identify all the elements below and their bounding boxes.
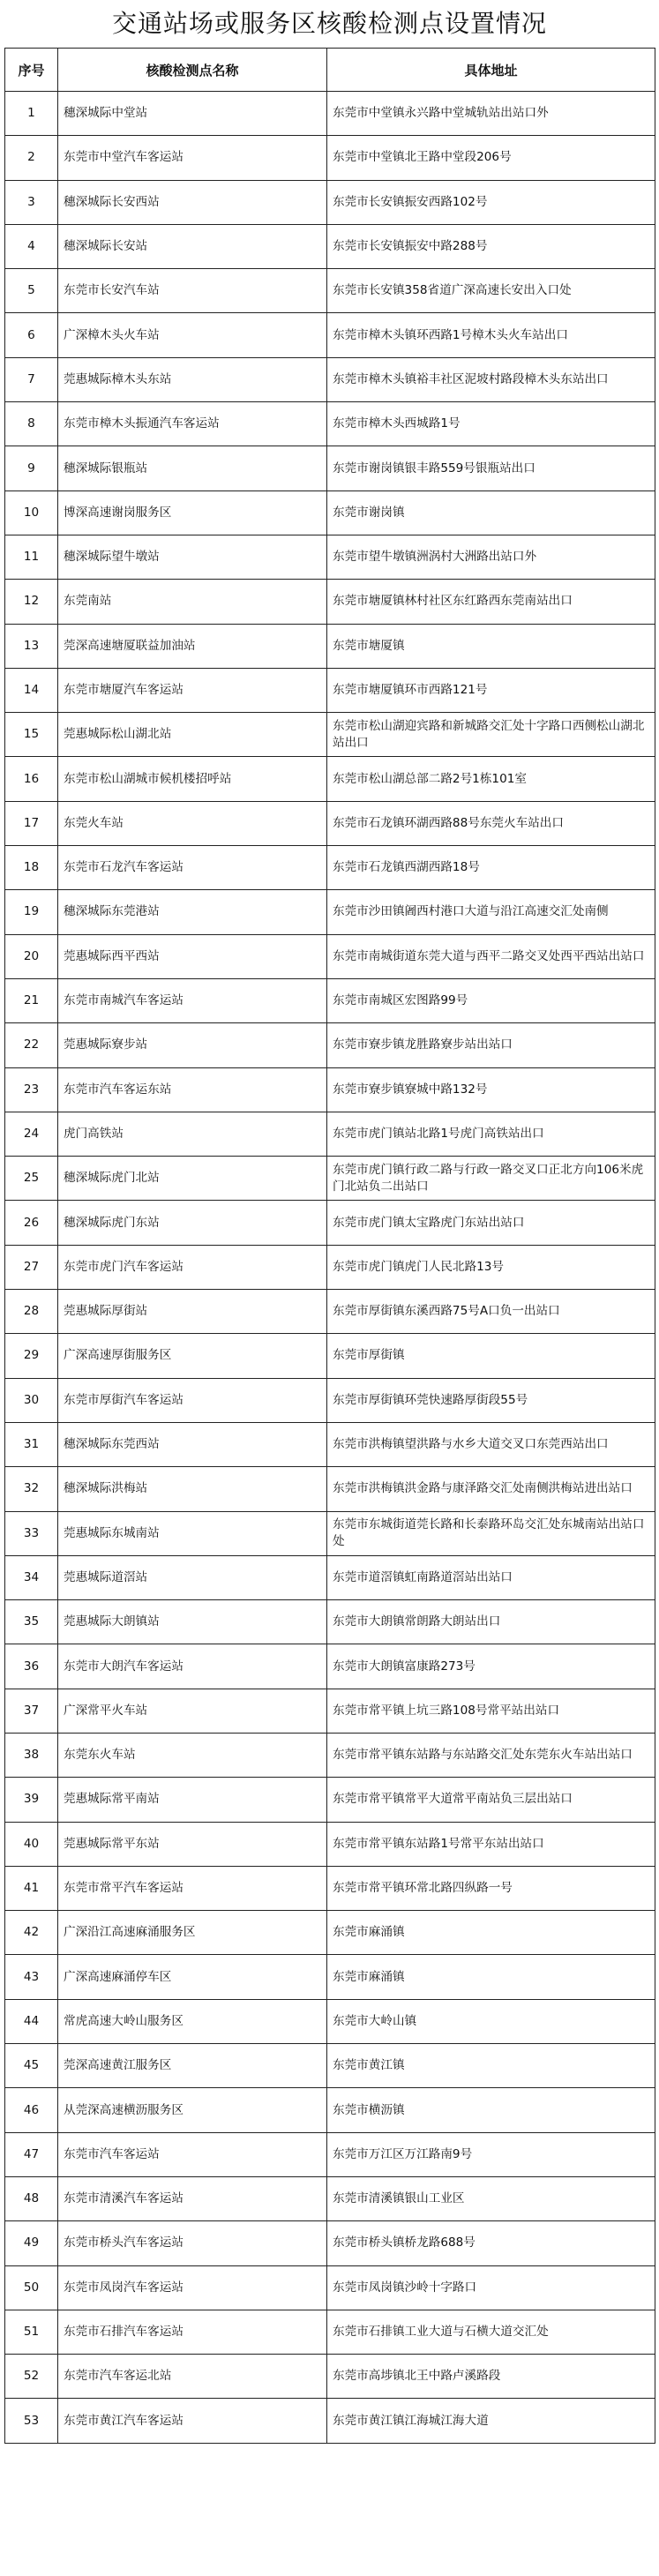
table-row [5, 580, 655, 624]
cell-no: 40 [5, 1822, 58, 1866]
table-row [5, 846, 655, 890]
cell-site-name: 莞惠城际西平西站 [58, 934, 327, 978]
cell-no: 11 [5, 535, 58, 579]
cell-address: 东莞市常平镇常平大道常平南站负三层出站口 [327, 1778, 655, 1822]
cell-address: 东莞市望牛墩镇洲涡村大洲路出站口外 [327, 535, 655, 579]
cell-no: 36 [5, 1644, 58, 1689]
cell-address: 东莞市长安镇358省道广深高速长安出入口处 [327, 269, 655, 313]
cell-address: 东莞市横沥镇 [327, 2088, 655, 2132]
cell-address: 东莞市虎门镇虎门人民北路13号 [327, 1245, 655, 1289]
cell-no: 50 [5, 2265, 58, 2310]
table-row [5, 2044, 655, 2088]
cell-no: 13 [5, 624, 58, 668]
cell-no: 23 [5, 1067, 58, 1112]
cell-address: 东莞市黄江镇 [327, 2044, 655, 2088]
cell-no: 10 [5, 490, 58, 535]
cell-site-name: 东莞市桥头汽车客运站 [58, 2221, 327, 2265]
cell-address: 东莞市长安镇振安中路288号 [327, 224, 655, 268]
table-row [5, 1112, 655, 1156]
table-row [5, 2310, 655, 2354]
cell-site-name: 东莞市虎门汽车客运站 [58, 1245, 327, 1289]
table-body [5, 92, 655, 2444]
cell-site-name: 广深常平火车站 [58, 1689, 327, 1733]
cell-address: 东莞市南城街道东莞大道与西平二路交叉处西平西站出站口 [327, 934, 655, 978]
cell-no: 29 [5, 1334, 58, 1378]
cell-site-name: 东莞市南城汽车客运站 [58, 978, 327, 1022]
table-row [5, 1733, 655, 1777]
cell-address: 东莞市虎门镇行政二路与行政一路交叉口正北方向106米虎门北站负二出站口 [327, 1157, 655, 1201]
cell-address: 东莞市寮步镇龙胜路寮步站出站口 [327, 1023, 655, 1067]
cell-site-name: 东莞火车站 [58, 801, 327, 845]
cell-site-name: 莞惠城际常平南站 [58, 1778, 327, 1822]
table-row [5, 2265, 655, 2310]
cell-site-name: 广深沿江高速麻涌服务区 [58, 1911, 327, 1955]
cell-site-name: 东莞市汽车客运北站 [58, 2355, 327, 2399]
cell-site-name: 穗深城际中堂站 [58, 92, 327, 136]
table-row [5, 668, 655, 712]
table-row [5, 2221, 655, 2265]
cell-address: 东莞市万江区万江路南9号 [327, 2132, 655, 2176]
cell-no: 16 [5, 757, 58, 801]
table-row [5, 1467, 655, 1511]
table-row [5, 1999, 655, 2043]
cell-no: 3 [5, 180, 58, 224]
cell-no: 4 [5, 224, 58, 268]
cell-no: 43 [5, 1955, 58, 1999]
cell-no: 44 [5, 1999, 58, 2043]
page-title: 交通站场或服务区核酸检测点设置情况 [111, 9, 547, 38]
cell-address: 东莞市松山湖迎宾路和新城路交汇处十字路口西侧松山湖北站出口 [327, 713, 655, 757]
table-row [5, 2088, 655, 2132]
cell-site-name: 莞惠城际常平东站 [58, 1822, 327, 1866]
table-row [5, 2355, 655, 2399]
cell-site-name: 穗深城际虎门北站 [58, 1157, 327, 1201]
cell-address: 东莞市常平镇东站路与东站路交汇处东莞东火车站出站口 [327, 1733, 655, 1777]
cell-address: 东莞市石龙镇西湖西路18号 [327, 846, 655, 890]
cell-site-name: 东莞市松山湖城市候机楼招呼站 [58, 757, 327, 801]
cell-site-name: 东莞市黄江汽车客运站 [58, 2399, 327, 2443]
cell-site-name: 广深樟木头火车站 [58, 313, 327, 357]
cell-site-name: 虎门高铁站 [58, 1112, 327, 1156]
cell-no: 17 [5, 801, 58, 845]
cell-no: 28 [5, 1290, 58, 1334]
cell-address: 东莞市常平镇环常北路四纵路一号 [327, 1866, 655, 1910]
cell-site-name: 莞惠城际寮步站 [58, 1023, 327, 1067]
cell-no: 21 [5, 978, 58, 1022]
cell-no: 7 [5, 357, 58, 401]
cell-site-name: 莞惠城际东城南站 [58, 1511, 327, 1555]
cell-address: 东莞市常平镇东站路1号常平东站出站口 [327, 1822, 655, 1866]
table-row [5, 2176, 655, 2220]
column-header-no: 序号 [5, 49, 58, 92]
table-header-row [5, 49, 655, 92]
cell-site-name: 东莞市清溪汽车客运站 [58, 2176, 327, 2220]
cell-no: 46 [5, 2088, 58, 2132]
cell-no: 51 [5, 2310, 58, 2354]
table-row [5, 136, 655, 180]
cell-site-name: 莞惠城际樟木头东站 [58, 357, 327, 401]
cell-address: 东莞市道滘镇虹南路道滘站出站口 [327, 1555, 655, 1599]
cell-no: 24 [5, 1112, 58, 1156]
cell-address: 东莞市谢岗镇银丰路559号银瓶站出口 [327, 446, 655, 490]
cell-no: 9 [5, 446, 58, 490]
table-row [5, 1157, 655, 1201]
table-row [5, 224, 655, 268]
cell-address: 东莞市寮步镇寮城中路132号 [327, 1067, 655, 1112]
cell-site-name: 莞深高速塘厦联益加油站 [58, 624, 327, 668]
cell-no: 27 [5, 1245, 58, 1289]
cell-address: 东莞市南城区宏图路99号 [327, 978, 655, 1022]
cell-site-name: 从莞深高速横沥服务区 [58, 2088, 327, 2132]
cell-address: 东莞市桥头镇桥龙路688号 [327, 2221, 655, 2265]
cell-no: 33 [5, 1511, 58, 1555]
cell-no: 12 [5, 580, 58, 624]
cell-no: 53 [5, 2399, 58, 2443]
cell-no: 35 [5, 1600, 58, 1644]
cell-no: 25 [5, 1157, 58, 1201]
cell-address: 东莞市麻涌镇 [327, 1911, 655, 1955]
cell-address: 东莞市大朗镇富康路273号 [327, 1644, 655, 1689]
table-row [5, 934, 655, 978]
table-row [5, 490, 655, 535]
cell-site-name: 东莞南站 [58, 580, 327, 624]
cell-no: 14 [5, 668, 58, 712]
cell-address: 东莞市虎门镇太宝路虎门东站出站口 [327, 1201, 655, 1245]
cell-address: 东莞市中堂镇北王路中堂段206号 [327, 136, 655, 180]
cell-site-name: 东莞市塘厦汽车客运站 [58, 668, 327, 712]
table-row [5, 313, 655, 357]
cell-no: 1 [5, 92, 58, 136]
cell-no: 37 [5, 1689, 58, 1733]
table-row [5, 2399, 655, 2443]
table-row [5, 92, 655, 136]
table-row [5, 402, 655, 446]
cell-no: 26 [5, 1201, 58, 1245]
cell-site-name: 穗深城际东莞港站 [58, 890, 327, 934]
column-header-address: 具体地址 [327, 49, 655, 92]
table-row [5, 446, 655, 490]
cell-site-name: 东莞市厚街汽车客运站 [58, 1378, 327, 1422]
cell-no: 5 [5, 269, 58, 313]
cell-site-name: 莞深高速黄江服务区 [58, 2044, 327, 2088]
cell-address: 东莞市大岭山镇 [327, 1999, 655, 2043]
cell-site-name: 穗深城际望牛墩站 [58, 535, 327, 579]
cell-address: 东莞市高埗镇北王中路卢溪路段 [327, 2355, 655, 2399]
cell-site-name: 穗深城际长安站 [58, 224, 327, 268]
table-row [5, 1955, 655, 1999]
cell-address: 东莞市厚街镇东溪西路75号A口负一出站口 [327, 1290, 655, 1334]
cell-site-name: 广深高速厚街服务区 [58, 1334, 327, 1378]
table-row [5, 978, 655, 1022]
table-row [5, 1422, 655, 1466]
table-row [5, 1290, 655, 1334]
table-row [5, 1689, 655, 1733]
table-row [5, 1201, 655, 1245]
cell-address: 东莞市洪梅镇洪金路与康泽路交汇处南侧洪梅站进出站口 [327, 1467, 655, 1511]
cell-no: 8 [5, 402, 58, 446]
cell-address: 东莞市塘厦镇 [327, 624, 655, 668]
cell-address: 东莞市石龙镇环湖西路88号东莞火车站出口 [327, 801, 655, 845]
cell-no: 2 [5, 136, 58, 180]
cell-no: 30 [5, 1378, 58, 1422]
cell-no: 42 [5, 1911, 58, 1955]
cell-site-name: 东莞市汽车客运东站 [58, 1067, 327, 1112]
cell-address: 东莞市塘厦镇环市西路121号 [327, 668, 655, 712]
test-sites-table [4, 48, 655, 2444]
cell-address: 东莞市厚街镇 [327, 1334, 655, 1378]
column-header-name: 核酸检测点名称 [58, 49, 327, 92]
cell-site-name: 东莞市石排汽车客运站 [58, 2310, 327, 2354]
table-row [5, 757, 655, 801]
cell-address: 东莞市沙田镇阇西村港口大道与沿江高速交汇处南侧 [327, 890, 655, 934]
table-row [5, 890, 655, 934]
cell-no: 22 [5, 1023, 58, 1067]
cell-site-name: 莞惠城际厚街站 [58, 1290, 327, 1334]
cell-no: 34 [5, 1555, 58, 1599]
cell-address: 东莞市樟木头镇裕丰社区泥坡村路段樟木头东站出口 [327, 357, 655, 401]
table-row [5, 1822, 655, 1866]
table-row [5, 1866, 655, 1910]
cell-address: 东莞市厚街镇环莞快速路厚街段55号 [327, 1378, 655, 1422]
cell-site-name: 穗深城际洪梅站 [58, 1467, 327, 1511]
cell-site-name: 常虎高速大岭山服务区 [58, 1999, 327, 2043]
cell-address: 东莞市黄江镇江海城江海大道 [327, 2399, 655, 2443]
cell-address: 东莞市清溪镇银山工业区 [327, 2176, 655, 2220]
cell-address: 东莞市常平镇上坑三路108号常平站出站口 [327, 1689, 655, 1733]
cell-address: 东莞市凤岗镇沙岭十字路口 [327, 2265, 655, 2310]
table-row [5, 1378, 655, 1422]
cell-address: 东莞市虎门镇站北路1号虎门高铁站出口 [327, 1112, 655, 1156]
table-row [5, 1778, 655, 1822]
table-row [5, 269, 655, 313]
cell-no: 38 [5, 1733, 58, 1777]
table-row [5, 1067, 655, 1112]
cell-no: 20 [5, 934, 58, 978]
cell-no: 49 [5, 2221, 58, 2265]
cell-site-name: 东莞市樟木头振通汽车客运站 [58, 402, 327, 446]
cell-site-name: 广深高速麻涌停车区 [58, 1955, 327, 1999]
table-row [5, 1245, 655, 1289]
table-row [5, 180, 655, 224]
cell-address: 东莞市樟木头镇环西路1号樟木头火车站出口 [327, 313, 655, 357]
cell-site-name: 东莞市大朗汽车客运站 [58, 1644, 327, 1689]
table-row [5, 1911, 655, 1955]
cell-no: 18 [5, 846, 58, 890]
table-row [5, 713, 655, 757]
cell-site-name: 莞惠城际道滘站 [58, 1555, 327, 1599]
cell-site-name: 东莞市石龙汽车客运站 [58, 846, 327, 890]
cell-address: 东莞市长安镇振安西路102号 [327, 180, 655, 224]
cell-no: 19 [5, 890, 58, 934]
cell-no: 45 [5, 2044, 58, 2088]
table-row [5, 1644, 655, 1689]
cell-site-name: 穗深城际东莞西站 [58, 1422, 327, 1466]
cell-no: 15 [5, 713, 58, 757]
cell-site-name: 东莞市汽车客运站 [58, 2132, 327, 2176]
table-row [5, 1555, 655, 1599]
cell-site-name: 穗深城际虎门东站 [58, 1201, 327, 1245]
cell-no: 39 [5, 1778, 58, 1822]
cell-address: 东莞市洪梅镇望洪路与水乡大道交叉口东莞西站出口 [327, 1422, 655, 1466]
table-row [5, 357, 655, 401]
cell-address: 东莞市石排镇工业大道与石横大道交汇处 [327, 2310, 655, 2354]
cell-site-name: 东莞市凤岗汽车客运站 [58, 2265, 327, 2310]
cell-no: 48 [5, 2176, 58, 2220]
cell-no: 6 [5, 313, 58, 357]
table-row [5, 1023, 655, 1067]
cell-site-name: 莞惠城际大朗镇站 [58, 1600, 327, 1644]
cell-address: 东莞市大朗镇常朗路大朗站出口 [327, 1600, 655, 1644]
cell-site-name: 博深高速谢岗服务区 [58, 490, 327, 535]
table-row [5, 1600, 655, 1644]
table-row [5, 1334, 655, 1378]
cell-no: 52 [5, 2355, 58, 2399]
table-row [5, 1511, 655, 1555]
cell-address: 东莞市麻涌镇 [327, 1955, 655, 1999]
cell-no: 32 [5, 1467, 58, 1511]
table-row [5, 535, 655, 579]
cell-no: 47 [5, 2132, 58, 2176]
table-row [5, 801, 655, 845]
cell-site-name: 东莞东火车站 [58, 1733, 327, 1777]
cell-address: 东莞市樟木头西城路1号 [327, 402, 655, 446]
cell-address: 东莞市东城街道莞长路和长泰路环岛交汇处东城南站出站口处 [327, 1511, 655, 1555]
cell-address: 东莞市谢岗镇 [327, 490, 655, 535]
cell-site-name: 东莞市长安汽车站 [58, 269, 327, 313]
cell-no: 31 [5, 1422, 58, 1466]
cell-no: 41 [5, 1866, 58, 1910]
cell-address: 东莞市塘厦镇林村社区东红路西东莞南站出口 [327, 580, 655, 624]
cell-site-name: 穗深城际长安西站 [58, 180, 327, 224]
cell-site-name: 东莞市中堂汽车客运站 [58, 136, 327, 180]
cell-site-name: 莞惠城际松山湖北站 [58, 713, 327, 757]
table-row [5, 2132, 655, 2176]
cell-site-name: 东莞市常平汽车客运站 [58, 1866, 327, 1910]
cell-site-name: 穗深城际银瓶站 [58, 446, 327, 490]
table-row [5, 624, 655, 668]
cell-address: 东莞市松山湖总部二路2号1栋101室 [327, 757, 655, 801]
cell-address: 东莞市中堂镇永兴路中堂城轨站出站口外 [327, 92, 655, 136]
